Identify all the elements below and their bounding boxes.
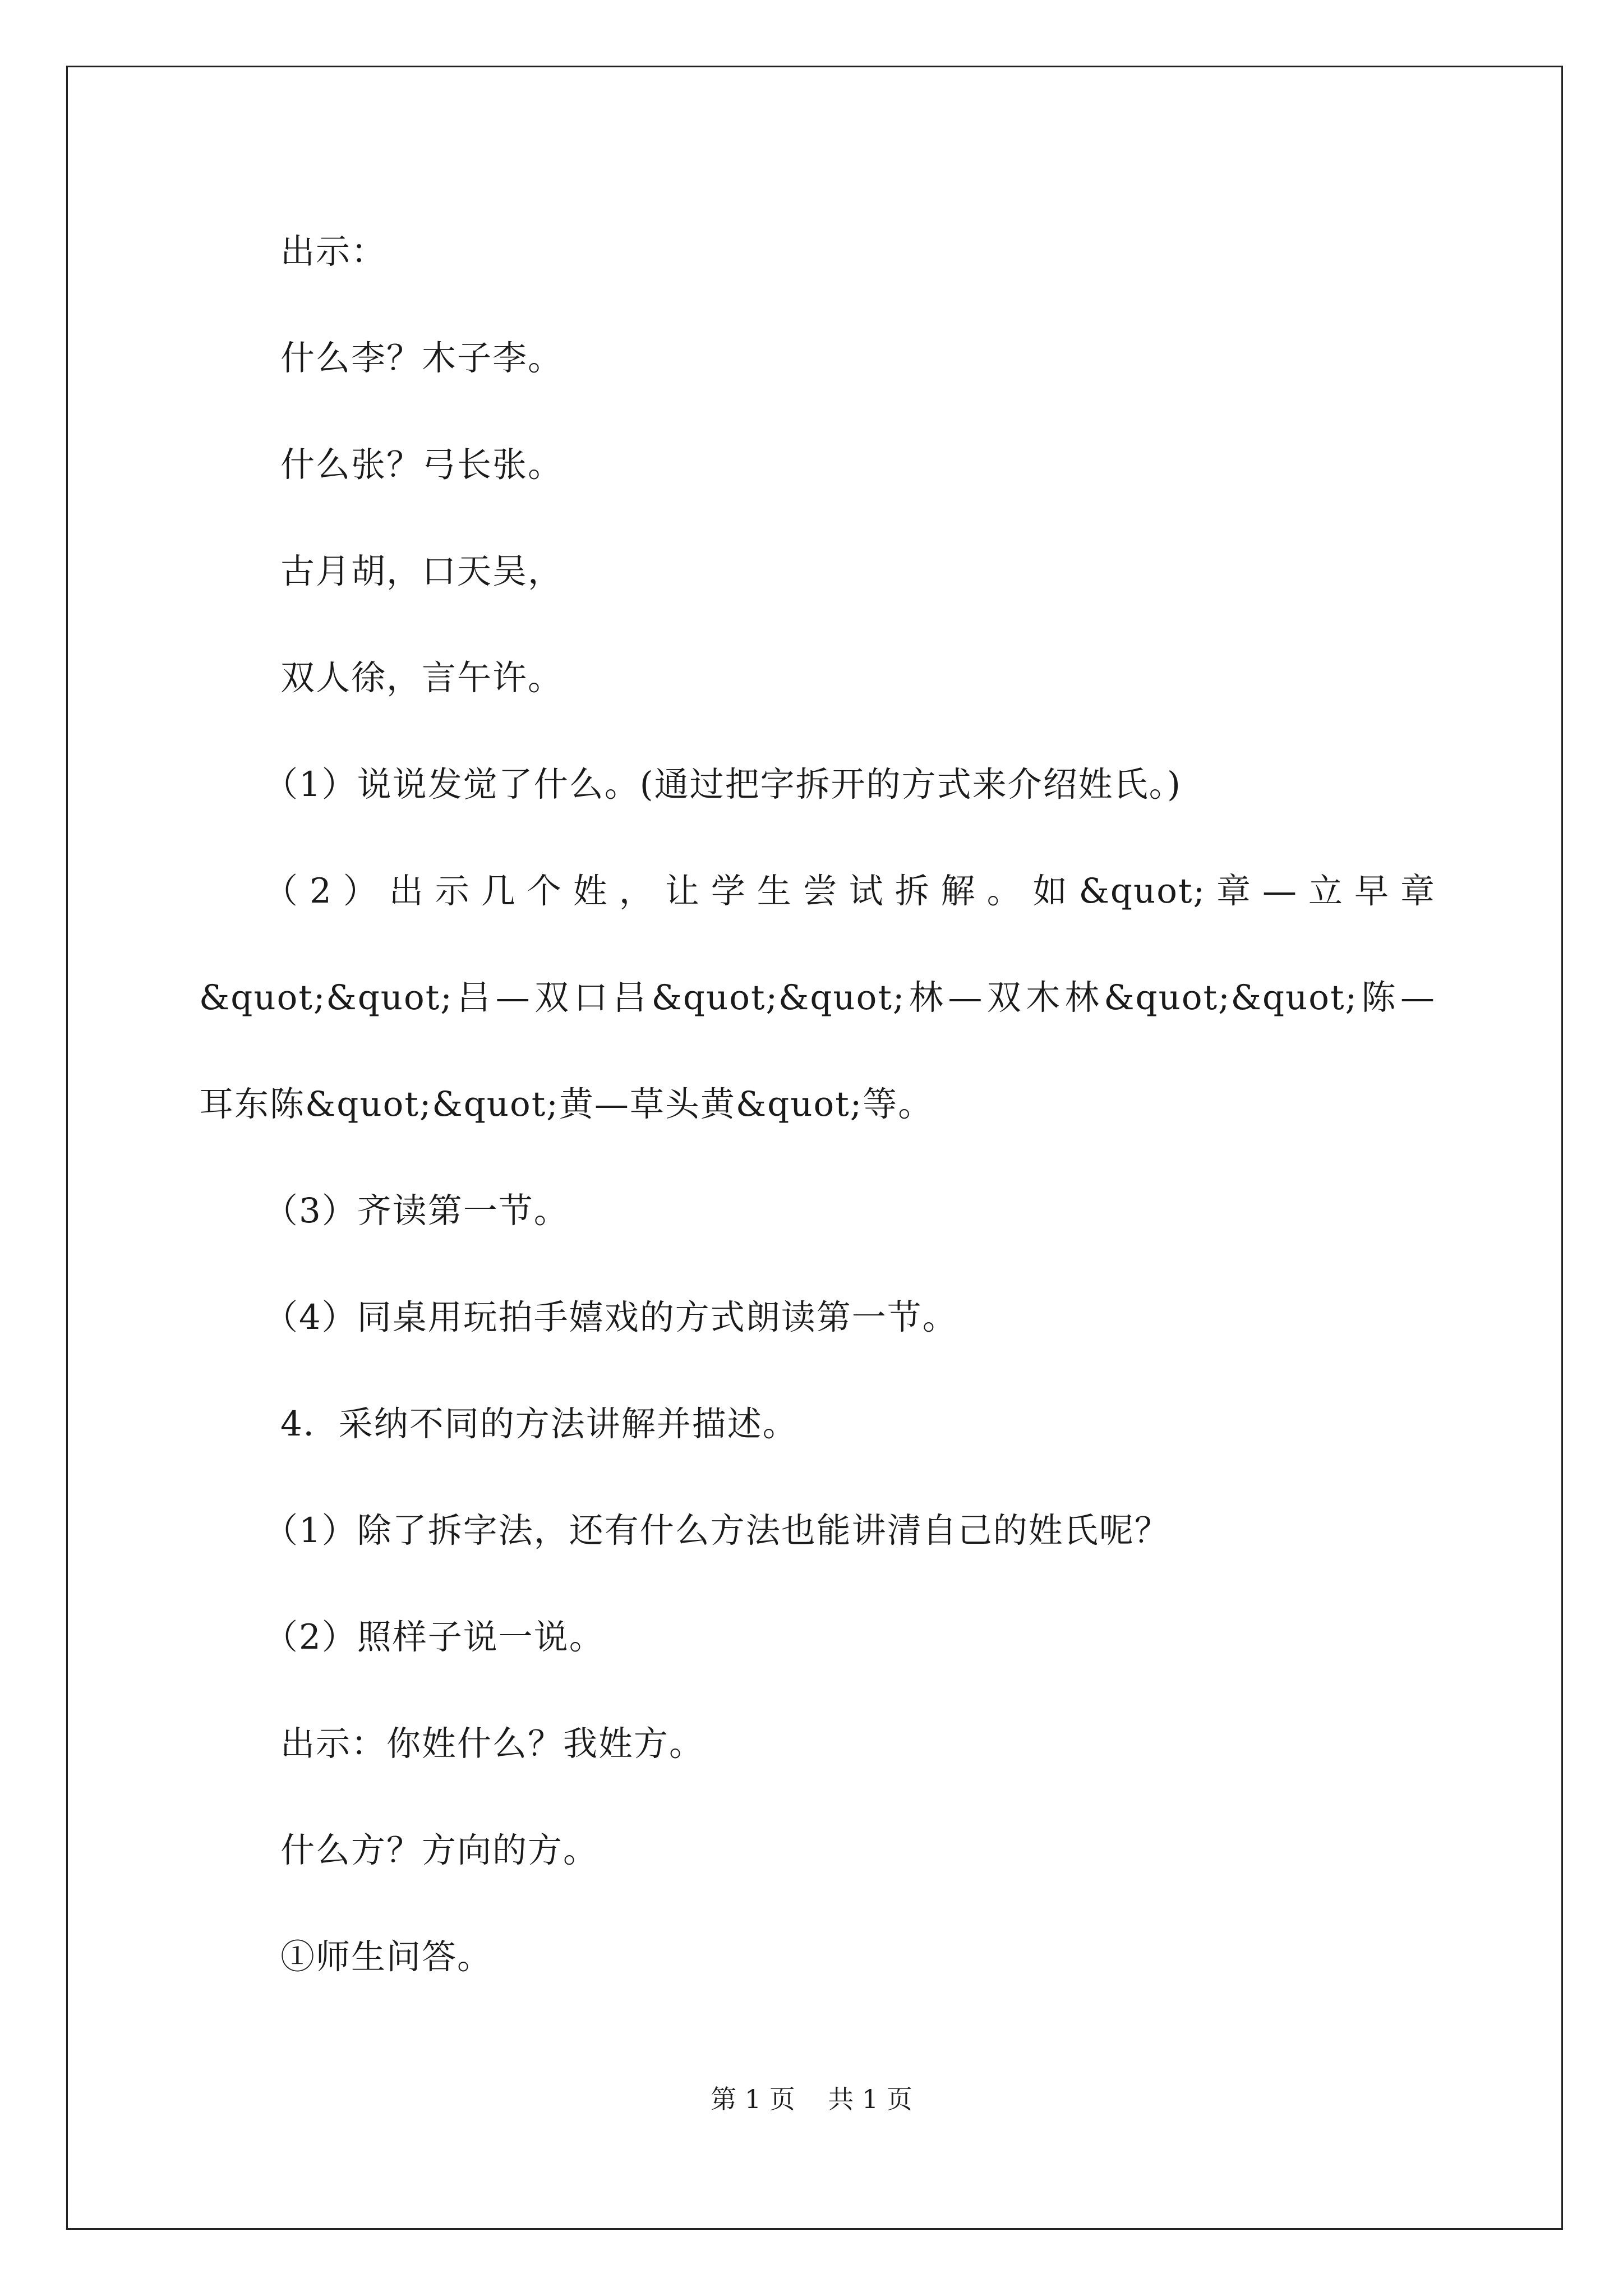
text-line-14: （2）照样子说一说。 bbox=[264, 1617, 605, 1657]
text-line-17: ①师生问答。 bbox=[280, 1937, 493, 1977]
text-line-3: 什么张？弓长张。 bbox=[280, 445, 564, 485]
page-footer: 第 1 页 共 1 页 bbox=[711, 2084, 912, 2114]
text-line-13: （1）除了拆字法，还有什么方法也能讲清自己的姓氏呢？ bbox=[264, 1511, 1170, 1550]
page-border bbox=[66, 66, 1563, 2230]
text-line-6: （1）说说发觉了什么。(通过把字拆开的方式来介绍姓氏。) bbox=[264, 765, 1182, 804]
text-line-10: （3）齐读第一节。 bbox=[264, 1191, 569, 1231]
text-line-15: 出示：你姓什么？我姓方。 bbox=[280, 1724, 705, 1764]
text-line-1: 出示： bbox=[280, 232, 387, 272]
text-line-4: 古月胡，口天吴， bbox=[280, 551, 564, 591]
text-line-5: 双人徐，言午许。 bbox=[280, 658, 564, 698]
text-line-9: 耳东陈&quot;&quot;黄—草头黄&quot;等。 bbox=[199, 1084, 934, 1124]
text-line-7: （2）出示几个姓，让学生尝试拆解。如&quot;章—立早章 bbox=[264, 871, 1436, 911]
text-line-16: 什么方？方向的方。 bbox=[280, 1830, 599, 1870]
text-line-12: 4．采纳不同的方法讲解并描述。 bbox=[280, 1404, 798, 1444]
text-line-8: &quot;&quot;吕—双口吕&quot;&quot;林—双木林&quot;&quot;陈— bbox=[199, 978, 1436, 1018]
text-line-11: （4）同桌用玩拍手嬉戏的方式朗读第一节。 bbox=[264, 1297, 958, 1337]
text-line-2: 什么李？木子李。 bbox=[280, 338, 564, 378]
